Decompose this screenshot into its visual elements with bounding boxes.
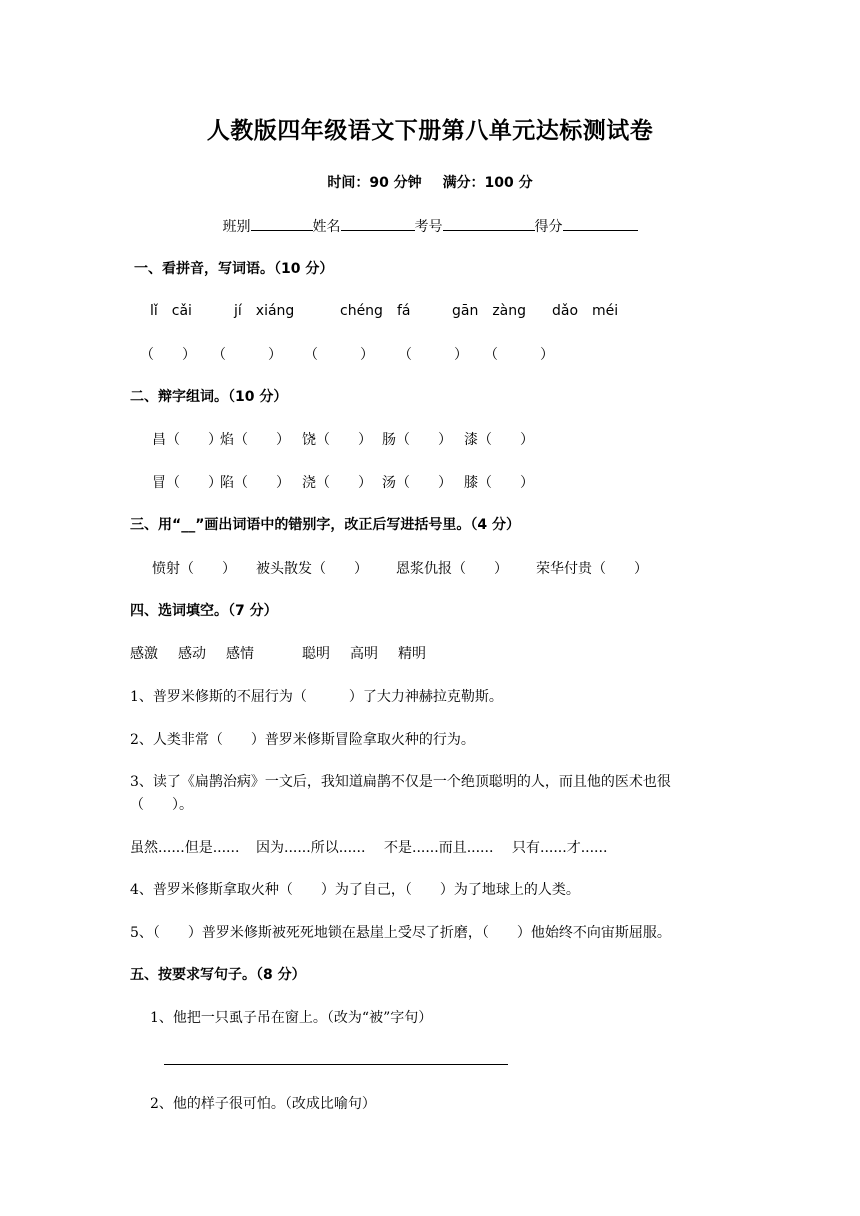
exam-meta xyxy=(0,172,860,192)
conjunction-option: 不是......而且...... xyxy=(384,840,494,856)
question-5-2: 2、他的样子很可怕。（改成比喻句） xyxy=(150,1096,376,1112)
section3-heading: 三、用“__”画出词语中的错别字，改正后写进括号里。（4 分） xyxy=(130,517,521,533)
answer-bracket-4[interactable]: （ ） xyxy=(398,347,468,363)
class-label: 班别 xyxy=(222,219,251,235)
class-blank[interactable] xyxy=(251,216,313,231)
word-option: 感情 xyxy=(226,646,254,662)
char-row-1 xyxy=(152,429,534,449)
typo-item[interactable]: 恩浆仇报（ ） xyxy=(396,561,508,577)
score-label: 得分 xyxy=(534,219,563,235)
typo-item[interactable]: 愤射（ ） xyxy=(152,561,236,577)
student-info xyxy=(0,216,860,236)
word-option: 感动 xyxy=(178,646,206,662)
score-blank[interactable] xyxy=(563,216,638,231)
answer-bracket-3[interactable]: （ ） xyxy=(304,347,374,363)
conjunction-option: 虽然......但是...... xyxy=(130,840,240,856)
pinyin-3: chéng fá xyxy=(340,303,411,319)
exam-time: 时间：90 分钟 xyxy=(327,175,422,191)
char-item[interactable]: 焰（ ） xyxy=(220,432,290,448)
question-4-3: 3、读了《扁鹊治病》一文后，我知道扁鹊不仅是一个绝顶聪明的人，而且他的医术也很 xyxy=(130,774,671,790)
pinyin-2: jí xiáng xyxy=(234,303,295,319)
answer-bracket-1[interactable]: （ ） xyxy=(140,347,196,363)
section4-heading: 四、选词填空。（7 分） xyxy=(130,603,278,619)
pinyin-1: lǐ cǎi xyxy=(150,303,192,319)
pinyin-5: dǎo méi xyxy=(552,303,619,319)
char-item[interactable]: 浇（ ） xyxy=(302,475,372,491)
question-4-5: 5、（ ）普罗米修斯被死死地锁在悬崖上受尽了折磨，（ ）他始终不向宙斯屈服。 xyxy=(130,925,671,941)
word-option: 精明 xyxy=(398,646,426,662)
answer-bracket-2[interactable]: （ ） xyxy=(212,347,282,363)
char-row-2 xyxy=(152,472,534,492)
word-option: 感激 xyxy=(130,646,158,662)
char-item[interactable]: 饶（ ） xyxy=(302,432,372,448)
section2-heading: 二、辩字组词。（10 分） xyxy=(130,389,288,405)
char-item[interactable]: 肠（ ） xyxy=(382,432,452,448)
char-item[interactable]: 膝（ ） xyxy=(464,475,534,491)
conjunction-option: 因为......所以...... xyxy=(256,840,366,856)
number-blank[interactable] xyxy=(443,216,535,231)
section5-heading: 五、按要求写句子。（8 分） xyxy=(130,967,306,983)
word-option: 高明 xyxy=(350,646,378,662)
word-option: 聪明 xyxy=(302,646,330,662)
word-bank-2 xyxy=(130,837,612,857)
char-item[interactable]: 汤（ ） xyxy=(382,475,452,491)
question-4-4: 4、普罗米修斯拿取火种（ ）为了自己，（ ）为了地球上的人类。 xyxy=(130,882,580,898)
exam-score: 满分：100 分 xyxy=(442,175,533,191)
conjunction-option: 只有......才...... xyxy=(512,840,608,856)
char-item[interactable]: 昌（ ） xyxy=(152,432,222,448)
answer-line[interactable] xyxy=(164,1064,508,1065)
page-title: 人教版四年级语文下册第八单元达标测试卷 xyxy=(206,118,654,144)
word-bank-1 xyxy=(130,643,438,663)
char-item[interactable]: 漆（ ） xyxy=(464,432,534,448)
pinyin-4: gān zàng xyxy=(452,303,527,319)
typo-item[interactable]: 荣华付贵（ ） xyxy=(536,561,648,577)
number-label: 考号 xyxy=(414,219,443,235)
typo-row xyxy=(152,558,666,578)
question-4-1: 1、普罗米修斯的不屈行为（ ）了大力神赫拉克勒斯。 xyxy=(130,689,503,705)
typo-item[interactable]: 被头散发（ ） xyxy=(256,561,368,577)
name-blank[interactable] xyxy=(341,216,415,231)
char-item[interactable]: 冒（ ） xyxy=(152,475,222,491)
answer-bracket-5[interactable]: （ ） xyxy=(484,347,554,363)
name-label: 姓名 xyxy=(312,219,341,235)
question-4-2: 2、人类非常（ ）普罗米修斯冒险拿取火种的行为。 xyxy=(130,732,475,748)
question-4-3-blank[interactable]: （ ）。 xyxy=(130,797,193,813)
char-item[interactable]: 陷（ ） xyxy=(220,475,290,491)
section1-heading: 一、看拼音，写词语。（10 分） xyxy=(134,261,334,277)
question-5-1: 1、他把一只虱子吊在窗上。（改为“被”字句） xyxy=(150,1010,433,1026)
